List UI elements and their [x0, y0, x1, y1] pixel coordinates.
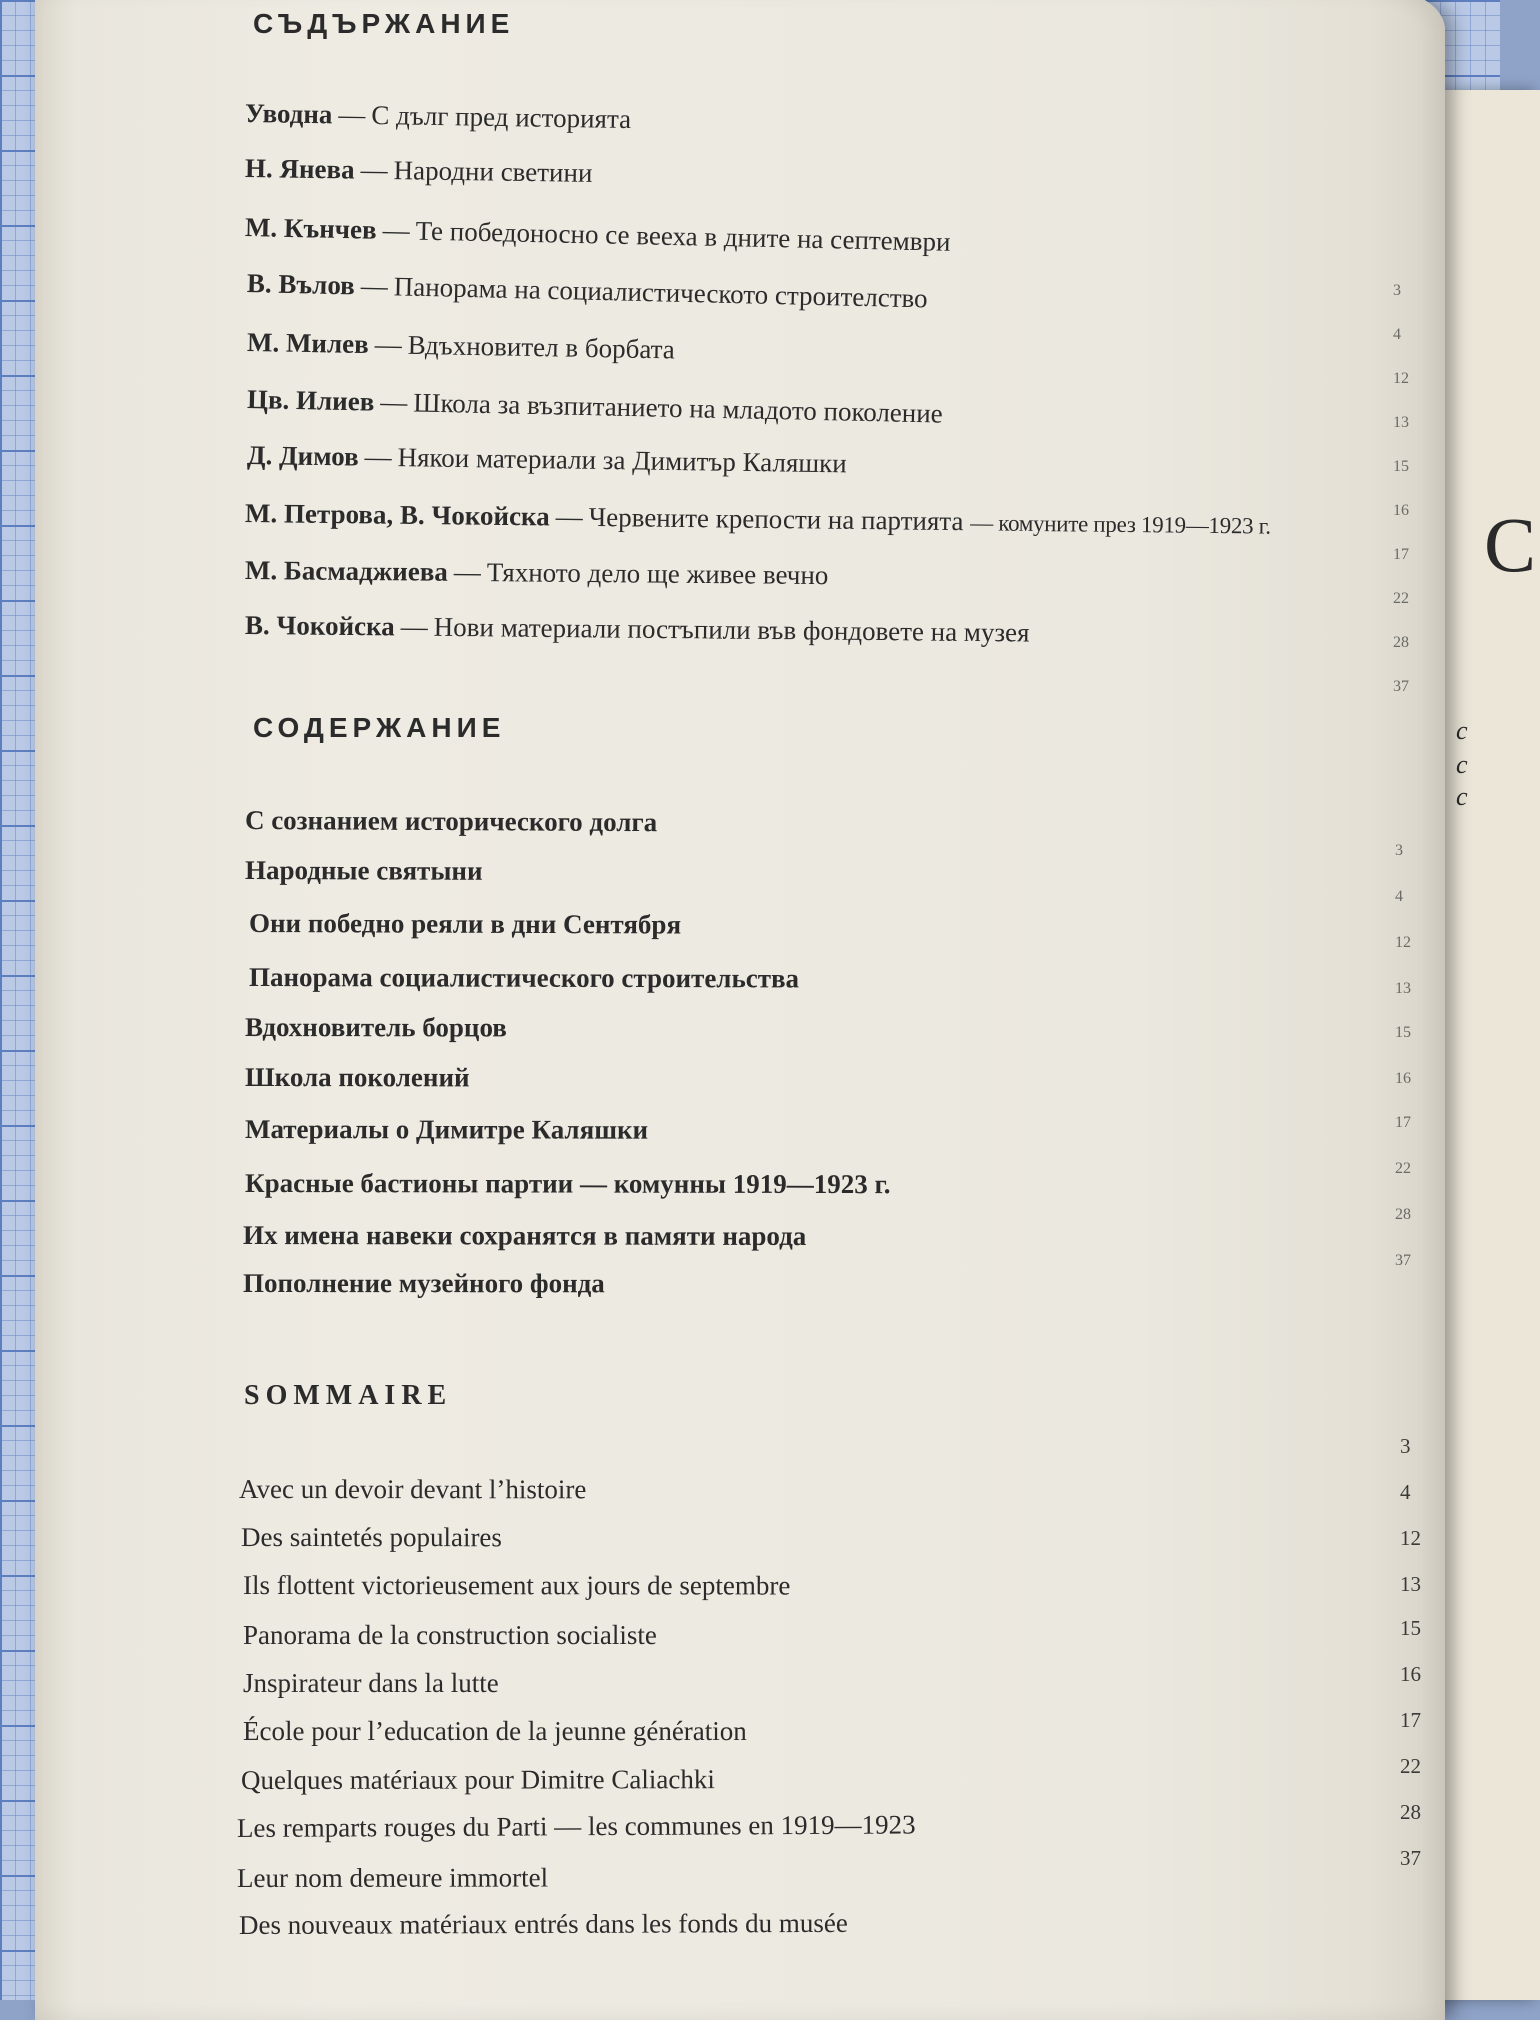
toc-dash: — [380, 386, 408, 418]
page-number: 17 [1400, 1708, 1421, 1732]
page-number: 4 [1395, 888, 1403, 905]
toc-entry-russian: Их имена навеки сохранятся в памяти народа [242, 1220, 807, 1251]
toc-entry-french: Panorama de la construction socialiste [243, 1620, 657, 1650]
toc-entry-french: École pour l’education de la jeunne génération [243, 1716, 747, 1746]
toc-dash: — [374, 329, 402, 360]
toc-entry-french: Leur nom demeure immortel [236, 1862, 549, 1893]
toc-title: Тяхното дело ще живее вечно [486, 557, 829, 591]
toc-title: Панорама на социалистическото строителство [393, 271, 928, 314]
toc-entry-bulgarian [245, 610, 1030, 649]
page-number: 12 [1400, 1526, 1421, 1550]
page-number: 28 [1400, 1800, 1421, 1824]
page-number: 3 [1393, 282, 1401, 299]
page-number: 4 [1400, 1480, 1411, 1504]
page-number: 17 [1393, 546, 1409, 563]
toc-entry-bulgarian [247, 268, 928, 314]
page-number: 13 [1395, 980, 1411, 997]
toc-title-continuation: — комуните през 1919—1923 г. [970, 510, 1271, 539]
toc-dash: — [360, 154, 388, 185]
toc-dash: — [555, 501, 583, 532]
adjacent-page-glyph: С [1484, 501, 1537, 588]
toc-entry-bulgarian [245, 212, 951, 258]
book-page [35, 0, 1445, 2020]
page-number: 4 [1393, 326, 1401, 343]
adjacent-page-glyph: с [1456, 750, 1468, 779]
adjacent-page-glyph: с [1456, 716, 1468, 745]
heading-french: SOMMAIRE [244, 1380, 453, 1411]
page-number: 12 [1395, 934, 1411, 951]
toc-entry-french: Jnspirateur dans la lutte [243, 1668, 499, 1698]
page-number: 37 [1400, 1846, 1421, 1870]
toc-title: Вдъхновител в борбата [407, 329, 676, 365]
toc-entry-bulgarian [247, 384, 943, 430]
toc-entry-french: Des saintetés populaires [240, 1522, 502, 1553]
page-number: 28 [1395, 1206, 1411, 1223]
toc-author: М. Кънчев [244, 212, 377, 245]
toc-author: М. Милев [246, 327, 370, 360]
page-number: 16 [1395, 1070, 1411, 1087]
page-number: 22 [1400, 1754, 1421, 1778]
toc-entry-french: Des nouveaux matériaux entrés dans les fonds du musée [238, 1907, 848, 1940]
toc-entry-french: Quelques matériaux pour Dimitre Caliachki [240, 1764, 715, 1795]
toc-entry-bulgarian [247, 440, 847, 479]
heading-russian: СОДЕРЖАНИЕ [253, 712, 506, 743]
toc-entry-russian: Панорама социалистического строительства [248, 962, 800, 994]
toc-entry-bulgarian [245, 555, 829, 591]
toc-dash: — [400, 611, 428, 642]
toc-entry-russian: Школа поколений [244, 1062, 470, 1093]
toc-author: М. Петрова, В. Чокойска [244, 498, 550, 532]
page-number: 17 [1395, 1114, 1411, 1131]
toc-entry-french: Avec un devoir devant l’histoire [238, 1474, 587, 1505]
page-number: 16 [1400, 1662, 1421, 1686]
toc-entry-french: Les remparts rouges du Parti — les communes en 1919—1923 [236, 1809, 916, 1843]
toc-author: Уводна [244, 98, 333, 130]
toc-entry-russian: Народные святыни [244, 855, 483, 886]
page-number: 16 [1393, 502, 1409, 519]
toc-title: Школа за възпитанието на младото поколение [413, 387, 944, 429]
toc-author: М. Басмаджиева [244, 555, 449, 587]
page-number: 22 [1393, 590, 1409, 607]
toc-title: Нови материали постъпили във фондовете на музея [433, 611, 1030, 648]
toc-author: Н. Янева [244, 153, 355, 185]
toc-dash: — [360, 270, 389, 302]
toc-author: Д. Димов [246, 440, 359, 472]
toc-title: Те победоносно се вееха в дните на септември [415, 215, 951, 257]
page-number: 22 [1395, 1160, 1411, 1177]
toc-entry-bulgarian [245, 153, 593, 189]
toc-entry-russian: Пополнение музейного фонда [242, 1268, 605, 1299]
toc-title: Някои материали за Димитър Каляшки [397, 442, 847, 479]
page-number: 37 [1395, 1252, 1411, 1269]
toc-entry-russian: Красные бастионы партии — комунны 1919—1923 г. [244, 1168, 891, 1200]
page-number: 37 [1393, 678, 1409, 695]
toc-entry-russian: С сознанием исторического долга [244, 805, 658, 838]
page-number: 15 [1395, 1024, 1411, 1041]
toc-entry-bulgarian [245, 498, 1271, 541]
toc-entry-russian: Они победно реяли в дни Сентября [248, 908, 682, 940]
toc-dash: — [382, 214, 410, 246]
page-number: 13 [1400, 1572, 1421, 1596]
toc-author: В. Чокойска [244, 610, 395, 642]
toc-author: В. Вълов [246, 268, 356, 301]
toc-entry-russian: Вдохновитель борцов [244, 1012, 507, 1043]
heading-bulgarian: СЪДЪРЖАНИЕ [253, 8, 515, 39]
toc-title: Червените крепости на партията [588, 501, 964, 537]
adjacent-page-glyph: с [1456, 782, 1468, 811]
page-number: 28 [1393, 634, 1409, 651]
toc-dash: — [338, 99, 366, 130]
toc-entry-russian: Материалы о Димитре Каляшки [244, 1114, 649, 1145]
toc-dash: — [364, 441, 392, 473]
page-number: 3 [1395, 842, 1403, 859]
toc-author: Цв. Илиев [246, 384, 375, 417]
toc-dash: — [453, 556, 482, 588]
toc-entry-french: Ils flottent victorieusement aux jours de septembre [242, 1570, 791, 1601]
toc-entry-bulgarian [245, 98, 632, 135]
page-number: 3 [1400, 1434, 1411, 1458]
page-number: 15 [1393, 458, 1409, 475]
page-number: 12 [1393, 370, 1409, 387]
page-number: 13 [1393, 414, 1409, 431]
toc-title: С дълг пред историята [371, 99, 632, 135]
page-number: 15 [1400, 1616, 1421, 1640]
toc-title: Народни светини [393, 155, 593, 188]
toc-entry-bulgarian [247, 327, 675, 365]
